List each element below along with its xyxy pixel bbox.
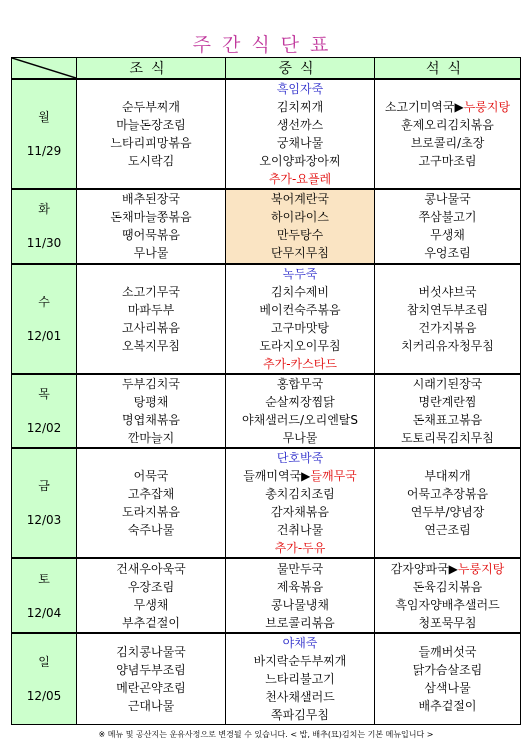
menu-item [375,152,520,170]
menu-item-part: 들깨미역국▶ [243,469,311,484]
day-cell [12,79,77,189]
date-label: 12/05 [26,688,62,703]
menu-item [375,560,520,578]
menu-item: 도라지오이무침 [259,338,341,353]
weekly-menu-table [11,57,521,725]
menu-item [375,208,520,226]
menu-item: 김치콩나물국 [116,644,186,659]
day-cell [12,264,77,374]
menu-item-part: 감자채볶음 [271,505,329,520]
menu-item-part: 돈채표고볶음 [412,412,483,427]
menu-item [375,337,520,355]
lunch-cell [226,558,375,632]
dinner-cell [375,448,521,558]
menu-item: 궁채나물 [276,136,324,151]
menu-item [375,697,520,715]
menu-item [375,116,520,134]
menu-item-part: 누룽지탕 [463,100,511,115]
menu-item: 배추된장국 [122,192,180,207]
day-cell [12,633,77,725]
menu-item-part: 돈육김치볶음 [412,579,483,594]
menu-item: 오이양파장아찌 [259,154,341,169]
menu-item: 하이라이스 [271,210,329,225]
menu-item-part: 도토리묵김치무침 [401,430,494,445]
menu-item: 북어계란국 [271,192,329,207]
menu-item [375,393,520,411]
day-label: 금 [38,479,50,494]
menu-item: 무나물 [282,430,318,445]
menu-item-part: 누룽지탕 [457,561,505,576]
lunch-cell [226,79,375,189]
lunch-cell [226,374,375,448]
menu-item [375,614,520,632]
menu-item-part: 연두부/양념장 [410,505,485,520]
corner-cell [12,58,77,80]
menu-item-part: 우엉조림 [424,246,471,261]
menu-item: 소고기무국 [122,284,180,299]
day-label: 일 [38,654,50,669]
menu-item [375,226,520,244]
diagonal-line [12,58,76,78]
menu-item [375,485,520,503]
menu-item-part: 추가-두유 [274,541,326,556]
menu-item-part: 버섯샤브국 [418,284,477,299]
date-label: 12/02 [26,420,62,435]
menu-item: 마늘돈장조림 [116,118,186,133]
menu-item [375,411,520,429]
dinner-cell [375,374,521,448]
menu-item: 양념두부조림 [116,662,186,677]
day-label: 월 [38,110,50,125]
menu-item: 도라지볶음 [122,505,180,520]
menu-item: 메란곤약조림 [116,680,186,695]
menu-item [375,244,520,262]
menu-item [226,503,374,521]
menu-item-part: 브로콜리/초장 [410,136,485,151]
menu-item [375,521,520,539]
day-label: 토 [38,571,50,586]
menu-item-part: 명란계란찜 [418,394,477,409]
day-label: 화 [38,202,50,217]
menu-item-part: 고구마조림 [418,154,477,169]
day-cell [12,558,77,632]
menu-item-part: 부대찌개 [424,469,471,484]
header-dinner: 석식 [375,58,521,80]
menu-item [375,283,520,301]
menu-item-part: 흑임자양배추샐러드 [395,597,500,612]
menu-item: 깐마늘지 [127,430,175,445]
menu-item: 녹두죽 [282,266,318,281]
day-cell [12,189,77,263]
menu-item: 김치찌개 [276,100,324,115]
menu-item: 고구마맛탕 [271,320,329,335]
menu-item [375,429,520,447]
day-row [12,448,521,558]
menu-item: 만두탕수 [276,228,324,243]
menu-item: 명엽채볶음 [122,412,180,427]
menu-item: 오복지무침 [122,338,180,353]
menu-item-part: 삼색나물 [424,680,471,695]
menu-item: 바지락순두부찌개 [253,653,347,668]
breakfast-cell [77,189,226,263]
menu-item-part: 배추겉절이 [418,698,477,713]
menu-item [375,643,520,661]
menu-item: 고사리볶음 [122,320,180,335]
day-row [12,374,521,448]
menu-item: 근대나물 [127,698,175,713]
menu-item: 고추잡채 [127,487,175,502]
menu-item-part: 어묵고추장볶음 [406,487,489,502]
menu-item [375,190,520,208]
menu-item: 천사채샐러드 [265,689,335,704]
menu-item-part: 건취나물 [276,523,324,538]
menu-item: 탕평채 [133,394,169,409]
breakfast-cell [77,448,226,558]
menu-item: 마파두부 [127,302,175,317]
menu-item-part: 들깨무국 [310,469,357,484]
menu-item: 순살찌장찜닭 [265,394,335,409]
menu-item [375,301,520,319]
breakfast-cell [77,374,226,448]
menu-item-part: 건가지볶음 [418,320,477,335]
menu-item: 두부김치국 [122,376,180,391]
breakfast-cell [77,264,226,374]
menu-item-part: 시래기된장국 [412,376,483,391]
menu-item: 브로콜리볶음 [265,615,335,630]
dinner-cell [375,633,521,725]
menu-item: 건새우아욱국 [116,561,186,576]
menu-item [375,578,520,596]
menu-item: 무나물 [133,246,169,261]
menu-item: 도시락김 [127,154,175,169]
menu-item-part: 청포묵무침 [418,615,477,630]
day-row [12,633,521,725]
menu-item: 야채죽 [282,635,318,650]
lunch-cell [226,189,375,263]
menu-item [375,679,520,697]
menu-item [375,467,520,485]
menu-item: 쪽파김무침 [271,707,329,722]
menu-item [226,449,374,467]
menu-item-part: 들깨버섯국 [418,644,477,659]
page-title: 주간식단표 [192,34,340,56]
day-cell [12,448,77,558]
menu-item-part: 무생채 [430,228,465,243]
date-label: 12/03 [26,513,62,528]
day-row [12,189,521,263]
menu-item: 추가-요플레 [268,172,332,187]
menu-item [375,375,520,393]
menu-item: 베이컨숙주볶음 [259,302,341,317]
menu-item-part: 연근조림 [424,523,471,538]
footer-note: ※ 메뉴 및 공산지는 운유사정으로 변경될 수 있습니다. < 밥, 배추(묘)김치는 기본 메뉴입니다 > [98,730,434,739]
menu-item: 돈채마늘쫑볶음 [110,210,192,225]
menu-item-part: 콩나물국 [424,192,471,207]
menu-item-part: 총치김치조림 [265,487,335,502]
dinner-cell [375,264,521,374]
header-breakfast: 조식 [77,58,226,80]
dinner-cell [375,189,521,263]
day-row [12,558,521,632]
menu-item: 무생채 [133,597,169,612]
menu-item: 추가-카스타드 [263,356,337,371]
menu-item [375,98,520,116]
menu-item: 땡어묵볶음 [122,228,180,243]
day-label: 목 [38,386,50,401]
menu-item-part: 단호박죽 [276,451,324,466]
breakfast-cell [77,79,226,189]
breakfast-cell [77,558,226,632]
menu-item [226,521,374,539]
menu-item: 순두부찌개 [122,100,180,115]
menu-item: 어묵국 [133,469,169,484]
menu-item: 제육볶음 [276,579,324,594]
day-row [12,79,521,189]
menu-item [375,503,520,521]
menu-item [375,134,520,152]
menu-item-part: 소고기미역국▶ [384,100,464,115]
lunch-cell [226,448,375,558]
menu-item [226,485,374,503]
menu-item: 부추겉절이 [122,615,180,630]
menu-item-part: 훈제오리김치볶음 [401,118,494,133]
dinner-cell [375,558,521,632]
breakfast-cell [77,633,226,725]
menu-item-part: 닭가슴살조림 [412,662,483,677]
header-row [12,58,521,80]
date-label: 11/29 [26,144,62,159]
menu-item: 느타리불고기 [265,671,335,686]
date-label: 12/04 [26,605,62,620]
menu-item [226,539,374,557]
lunch-cell [226,633,375,725]
day-cell [12,374,77,448]
menu-item [375,319,520,337]
menu-item: 흑임자죽 [276,82,324,97]
menu-item [226,467,374,485]
menu-item-part: 치커리유자청무침 [401,338,494,353]
menu-item: 단무지무침 [271,246,329,261]
date-label: 11/30 [26,236,62,251]
menu-item: 김치수제비 [271,284,329,299]
date-label: 12/01 [26,328,62,343]
menu-item: 야채샐러드/오리엔탈S [242,412,358,427]
dinner-cell [375,79,521,189]
menu-item [375,661,520,679]
day-label: 수 [38,294,50,309]
menu-item: 느타리피망볶음 [110,136,192,151]
lunch-cell [226,264,375,374]
menu-item [375,596,520,614]
header-lunch: 중식 [226,58,375,80]
menu-item: 우장조림 [127,579,175,594]
menu-item-part: 쭈삼불고기 [418,210,477,225]
day-row [12,264,521,374]
menu-item: 콩나물냉채 [271,597,329,612]
menu-item: 숙주나물 [127,523,175,538]
menu-item: 물만두국 [276,561,324,576]
menu-item: 홍합무국 [276,376,324,391]
menu-item: 생선까스 [276,118,324,133]
menu-item-part: 참치연두부조림 [406,302,489,317]
menu-item-part: 감자양파국▶ [390,561,458,576]
